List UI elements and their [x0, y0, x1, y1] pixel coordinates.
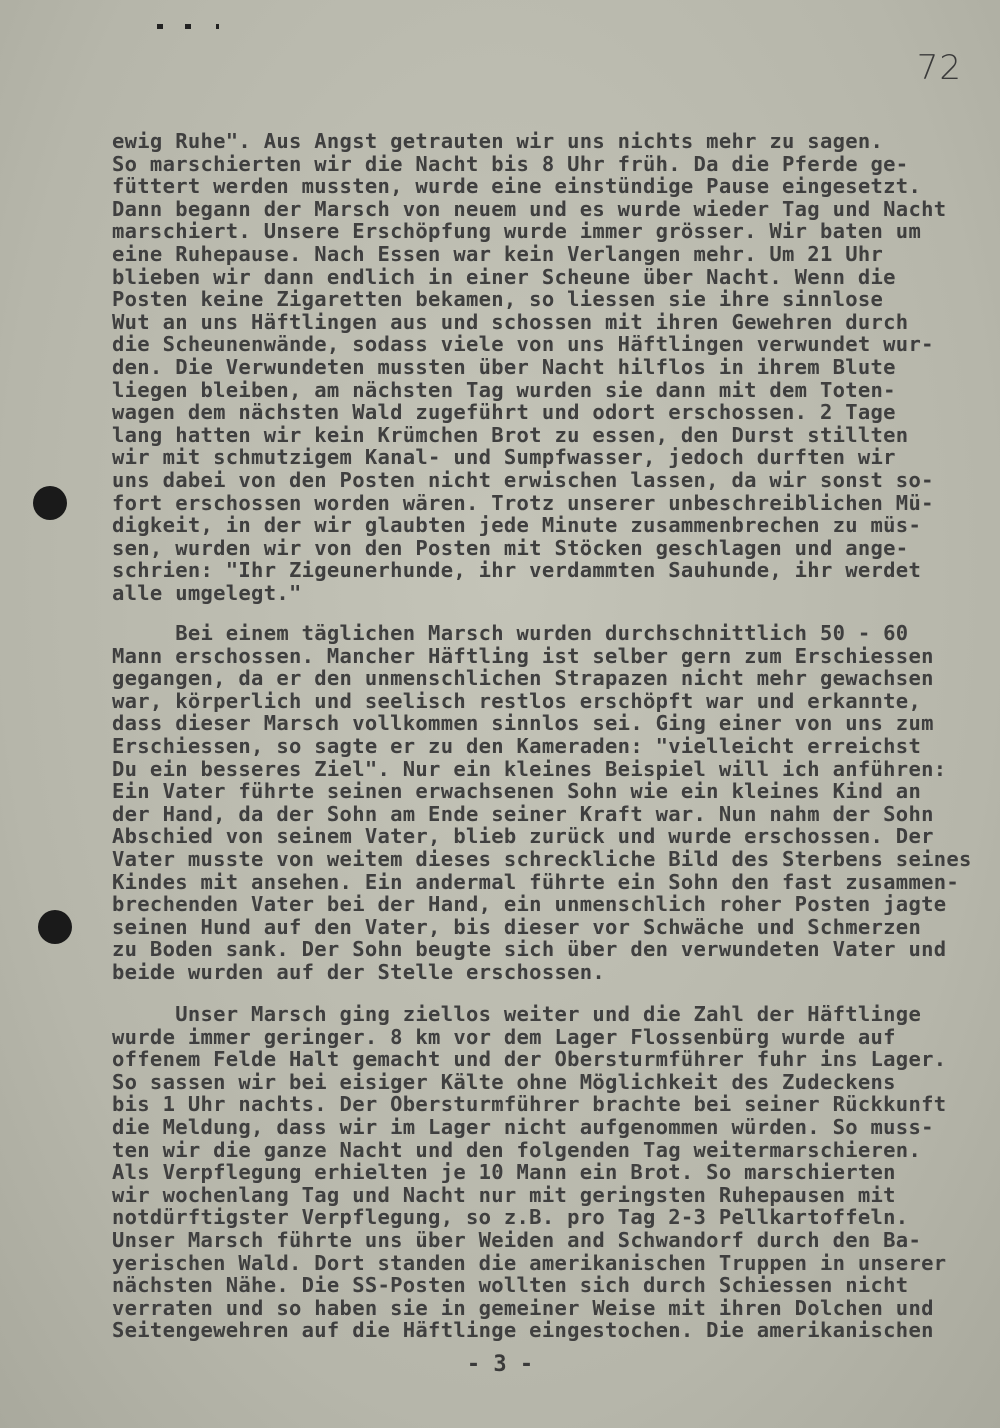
text-line: Ein Vater führte seinen erwachsenen Sohn wie ein kleines Kind an	[112, 779, 922, 804]
text-line: schrien: "Ihr Zigeunerhunde, ihr verdammten Sauhunde, ihr werdet	[112, 558, 922, 583]
text-line: marschiert. Unsere Erschöpfung wurde immer grösser. Wir baten um	[112, 219, 922, 244]
text-line: liegen bleiben, am nächsten Tag wurden sie dann mit dem Toten-	[112, 377, 896, 402]
page-footer: - 3 -	[466, 1352, 534, 1377]
text-line: notdürftigster Verpflegung, so z.B. pro Tag 2-3 Pellkartoffeln.	[112, 1205, 909, 1230]
text-line: Als Verpflegung erhielten je 10 Mann ein Brot. So marschierten	[112, 1160, 896, 1185]
text-line: bis 1 Uhr nachts. Der Obersturmführer brachte bei seiner Rückkunft	[112, 1092, 947, 1117]
text-line: beide wurden auf der Stelle erschossen.	[112, 959, 606, 984]
text-line: dass dieser Marsch vollkommen sinnlos sei. Ging einer von uns zum	[112, 711, 934, 736]
text-line: Posten keine Zigaretten bekamen, so liessen sie ihre sinnlose	[112, 287, 884, 312]
text-line: eine Ruhepause. Nach Essen war kein Verlangen mehr. Um 21 Uhr	[112, 241, 884, 266]
text-line: So marschierten wir die Nacht bis 8 Uhr früh. Da die Pferde ge-	[112, 151, 909, 176]
text-line: wir wochenlang Tag und Nacht nur mit geringsten Ruhepausen mit	[112, 1182, 896, 1207]
text-line: So sassen wir bei eisiger Kälte ohne Möglichkeit des Zudeckens	[112, 1069, 896, 1094]
text-line: Kindes mit ansehen. Ein andermal führte ein Sohn den fast zusammen-	[112, 869, 960, 894]
text-line: yerischen Wald. Dort standen die amerikanischen Truppen in unserer	[112, 1250, 947, 1275]
paragraph-2	[112, 621, 972, 984]
text-line: wir mit schmutzigem Kanal- und Sumpfwasser, jedoch durften wir	[112, 445, 896, 470]
text-line: der Hand, da der Sohn am Ende seiner Kraft war. Nun nahm der Sohn	[112, 801, 934, 826]
text-line: verraten und so haben sie in gemeiner Weise mit ihren Dolchen und	[112, 1295, 934, 1320]
text-line: Seitengewehren auf die Häftlinge eingestochen. Die amerikanischen	[112, 1318, 934, 1343]
page-number: 72	[916, 48, 962, 88]
text-line: die Scheunenwände, sodass viele von uns Häftlingen verwundet wur-	[112, 332, 934, 357]
ink-mark	[216, 24, 219, 29]
text-line: sen, wurden wir von den Posten mit Stöcken geschlagen und ange-	[112, 535, 909, 560]
text-line: gegangen, da er den unmenschlichen Strapazen nicht mehr gewachsen	[112, 666, 934, 691]
text-line: den. Die Verwundeten mussten über Nacht hilflos in ihrem Blute	[112, 354, 896, 379]
text-line: Mann erschossen. Mancher Häftling ist selber gern zum Erschiessen	[112, 643, 934, 668]
text-line: Abschied von seinem Vater, blieb zurück und wurde erschossen. Der	[112, 824, 934, 849]
text-line: brechenden Vater bei der Hand, ein unmenschlich roher Posten jagte	[112, 892, 947, 917]
text-line: zu Boden sank. Der Sohn beugte sich über den verwundeten Vater und	[112, 937, 947, 962]
text-line: ten wir die ganze Nacht und den folgenden Tag weitermarschieren.	[112, 1137, 922, 1162]
text-line: ewig Ruhe". Aus Angst getrauten wir uns nichts mehr zu sagen.	[112, 129, 884, 153]
text-line: Bei einem täglichen Marsch wurden durchschnittlich 50 - 60	[112, 621, 909, 645]
text-line: blieben wir dann endlich in einer Scheune über Nacht. Wenn die	[112, 264, 896, 289]
text-line: Vater musste von weitem dieses schreckliche Bild des Sterbens seines	[112, 846, 972, 871]
paragraph-1	[112, 130, 967, 604]
text-line: Wut an uns Häftlingen aus und schossen mit ihren Gewehren durch	[112, 309, 909, 334]
text-line: Du ein besseres Ziel". Nur ein kleines Beispiel will ich anführen:	[112, 756, 947, 781]
text-line: alle umgelegt."	[112, 580, 302, 605]
text-line: Unser Marsch führte uns über Weiden and Schwandorf durch den Ba-	[112, 1227, 922, 1252]
punch-hole-icon	[38, 910, 72, 944]
text-line: nächsten Nähe. Die SS-Posten wollten sich durch Schiessen nicht	[112, 1273, 909, 1298]
text-line: lang hatten wir kein Krümchen Brot zu essen, den Durst stillten	[112, 422, 909, 447]
text-line: seinen Hund auf den Vater, bis dieser vor Schwäche und Schmerzen	[112, 914, 922, 939]
ink-mark	[157, 24, 163, 29]
punch-hole-icon	[33, 486, 67, 520]
text-line: Unser Marsch ging ziellos weiter und die Zahl der Häftlinge	[112, 1002, 922, 1026]
text-line: fort erschossen worden wären. Trotz unserer unbeschreiblichen Mü-	[112, 490, 934, 515]
ink-mark	[185, 24, 191, 29]
text-line: Dann begann der Marsch von neuem und es wurde wieder Tag und Nacht	[112, 196, 947, 221]
text-line: war, körperlich und seelisch restlos erschöpft war und erkannte,	[112, 688, 922, 713]
text-line: uns dabei von den Posten nicht erwischen lassen, da wir sonst so-	[112, 467, 934, 492]
text-line: Erschiessen, so sagte er zu den Kameraden: "vielleicht erreichst	[112, 733, 922, 758]
text-line: wagen dem nächsten Wald zugeführt und odort erschossen. 2 Tage	[112, 400, 896, 425]
text-line: digkeit, in der wir glaubten jede Minute zusammenbrechen zu müs-	[112, 513, 922, 538]
text-line: füttert werden mussten, wurde eine einstündige Pause eingesetzt.	[112, 174, 922, 199]
text-line: offenem Felde Halt gemacht und der Obersturmführer fuhr ins Lager.	[112, 1047, 947, 1072]
text-line: wurde immer geringer. 8 km vor dem Lager Flossenbürg wurde auf	[112, 1024, 896, 1049]
paragraph-3	[112, 1003, 967, 1342]
text-line: die Meldung, dass wir im Lager nicht aufgenommen würden. So muss-	[112, 1114, 934, 1139]
